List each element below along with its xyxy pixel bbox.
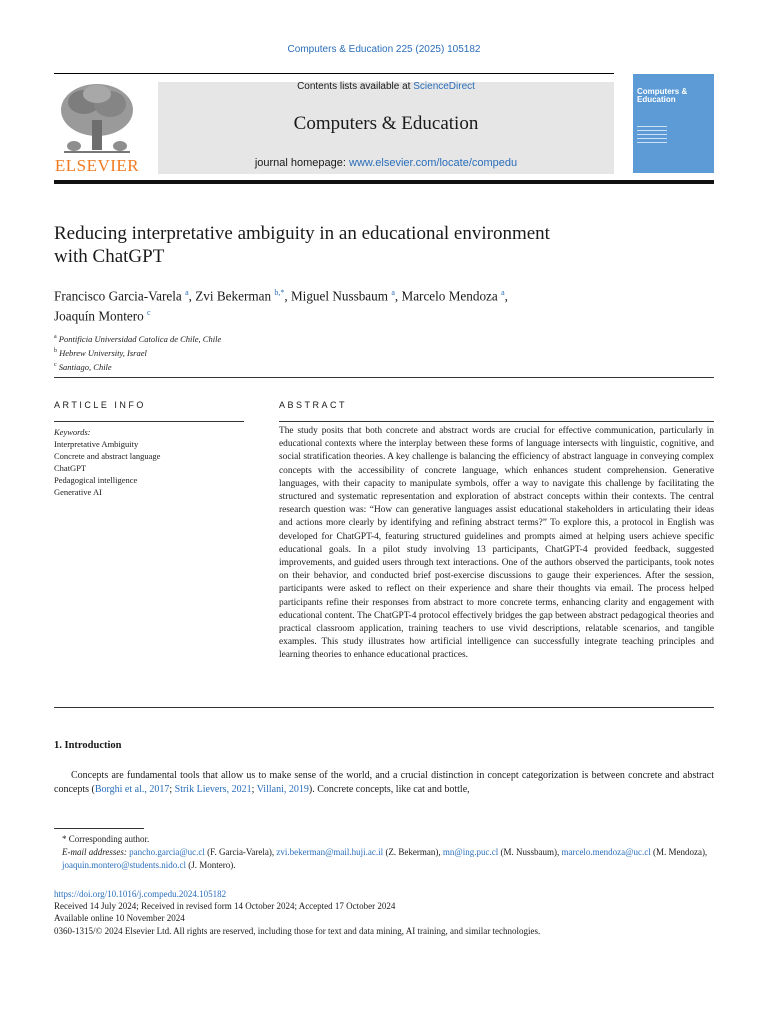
- email-link[interactable]: pancho.garcia@uc.cl: [129, 847, 205, 857]
- author-name: Zvi Bekerman: [195, 288, 272, 304]
- copyright-line: 0360-1315/© 2024 Elsevier Ltd. All rights are reserved, including those for text and data mining, AI training, and similar technologies.: [54, 925, 541, 936]
- section-rule: [54, 377, 714, 378]
- journal-cover-image[interactable]: [633, 74, 714, 173]
- doi-link[interactable]: https://doi.org/10.1016/j.compedu.2024.105182: [54, 889, 227, 899]
- keyword-item: Pedagogical intelligence: [54, 475, 138, 485]
- email-addresses: E-mail addresses: pancho.garcia@uc.cl (F. Garcia-Varela), zvi.bekerman@mail.huji.ac.il (Z. Bekerman), mn@ing.puc.cl (M. Nussbaum), marcelo.mendoza@uc.cl (M. Mendoza), joaquin.montero@students.nido.cl (J. Montero).: [62, 847, 708, 870]
- affiliation-item: $^a$ Pontificia Universidad Catolica de Chile, Chile: [54, 333, 222, 344]
- reference-link[interactable]: Villani, 2019: [256, 784, 309, 795]
- homepage-line: [158, 157, 614, 169]
- journal-citation-link[interactable]: Computers & Education 225 (2025) 105182: [287, 44, 481, 55]
- email-link[interactable]: joaquin.montero@students.nido.cl: [62, 860, 187, 870]
- article-info-heading: ARTICLE INFO: [54, 400, 146, 410]
- keyword-item: Interpretative Ambiguity: [54, 439, 139, 449]
- author-affil-link[interactable]: a: [501, 288, 505, 297]
- homepage-prefix: journal homepage:: [254, 157, 350, 169]
- contents-line: [158, 81, 614, 92]
- email-link[interactable]: mn@ing.puc.cl: [442, 847, 499, 857]
- available-online: Available online 10 November 2024: [54, 913, 185, 924]
- abstract-rule: [279, 421, 714, 422]
- contents-prefix: Contents lists available at: [297, 81, 414, 92]
- cover-decoration: [637, 126, 667, 146]
- footnotes: [54, 833, 714, 872]
- keywords-block: [54, 426, 160, 498]
- author-affil-link[interactable]: a: [391, 288, 395, 297]
- introduction-paragraph: Concepts are fundamental tools that allow us to make sense of the world, and a crucial distinction in concept categorization is between concrete and abstract concepts (Borghi et al., 2017; Strik Lievers, 2021; Villani, 2019). Concrete concepts, like cat and bottle,: [54, 770, 714, 795]
- abstract-bottom-rule: [54, 707, 714, 708]
- email-link[interactable]: zvi.bekerman@mail.huji.ac.il: [276, 847, 384, 857]
- abstract-heading: ABSTRACT: [279, 400, 348, 410]
- author-affil-link[interactable]: b,*: [274, 288, 285, 297]
- affiliation-item: $^b$ Hebrew University, Israel: [54, 347, 147, 358]
- author-name: Francisco Garcia-Varela: [54, 288, 182, 304]
- author-affil-link[interactable]: a: [185, 288, 189, 297]
- affiliation-item: $^c$ Santiago, Chile: [54, 361, 112, 372]
- keywords-label: Keywords:: [54, 427, 91, 437]
- footnote-rule: [54, 828, 144, 829]
- elsevier-wordmark: ELSEVIER: [54, 156, 140, 175]
- keyword-item: Generative AI: [54, 487, 102, 497]
- title-line-1: Reducing interpretative ambiguity in an educational environment: [54, 223, 550, 244]
- corresponding-author-note: * Corresponding author.: [62, 834, 150, 844]
- article-info-rule: [54, 421, 244, 422]
- affiliations: [54, 331, 221, 372]
- author-list: Francisco Garcia-Varela $^a$, Zvi Bekerman $^{b,*}$, Miguel Nussbaum $^a$, Marcelo Mendoza $^a$, Joaquín Montero $^c$: [54, 288, 508, 324]
- homepage-link[interactable]: www.elsevier.com/locate/compedu: [349, 157, 518, 169]
- keyword-item: ChatGPT: [54, 463, 87, 473]
- publication-info: [54, 888, 714, 937]
- article-history: Received 14 July 2024; Received in revised form 14 October 2024; Accepted 17 October 2024: [54, 901, 396, 912]
- author-affil-link[interactable]: c: [147, 308, 151, 318]
- journal-title: Computers & Education: [293, 113, 479, 134]
- reference-link[interactable]: Strik Lievers, 2021: [174, 784, 252, 795]
- keyword-item: Concrete and abstract language: [54, 451, 161, 461]
- header-rule: [54, 73, 614, 74]
- introduction-heading: 1. Introduction: [54, 740, 122, 751]
- abstract-text: The study posits that both concrete and abstract words are crucial for effective communication, particularly in educational contexts where the interplay between these forms of language intersects with linguistic, cognitive, and social stratification theories. A key challenge is balancing the efficiency of abstract language in conveying complex concepts with the accessibility of concrete language, which enhances student comprehension. Generative languages, with their capacity to manipulate symbols, offer a way to navigate this challenge by facilitating the structured and systematic representation and exploration of abstract concepts within their contexts. The central research question was: “How can generative languages assist educational stakeholders in articulating their ideas and actions more clearly by identifying and refining abstract terms?” To explore this, a protocol in English was developed for ChatGPT-4, featuring structured guidelines and prompts aimed at helping users achieve specific educational goals. In a pilot study involving 13 participants, ChatGPT-4 provided feedback, suggested improvements, and guided users through text interactions. One of the authors observed the participants, took notes on their behavior, and conducted brief post-exercise discussions to gauge their experiences. After the session, participants were asked to reflect on their experience and share their thoughts via email. The process helped participants refine their responses from abstract to more concrete terms, enhancing clarity and engagement with educational content. The ChatGPT-4 protocol effectively bridges the gap between abstract pedagogical theories and practical classroom application, training teachers to use vivid descriptions, relatable scenarios, and tangible examples. This study illustrates how artificial intelligence can successfully integrate teaching principles and learning theories to enhance educational practices.: [279, 426, 714, 661]
- masthead-rule: [54, 180, 714, 184]
- sciencedirect-link[interactable]: ScienceDirect: [413, 81, 475, 92]
- reference-link[interactable]: Borghi et al., 2017: [94, 784, 170, 795]
- title-line-2: with ChatGPT: [54, 246, 165, 267]
- email-link[interactable]: marcelo.mendoza@uc.cl: [561, 847, 651, 857]
- article-title: [54, 222, 654, 268]
- author-name: Miguel Nussbaum: [290, 288, 389, 304]
- author-name: Marcelo Mendoza: [401, 288, 498, 304]
- author-name: Joaquín Montero: [54, 308, 144, 324]
- cover-title: Computers & Education: [637, 87, 688, 104]
